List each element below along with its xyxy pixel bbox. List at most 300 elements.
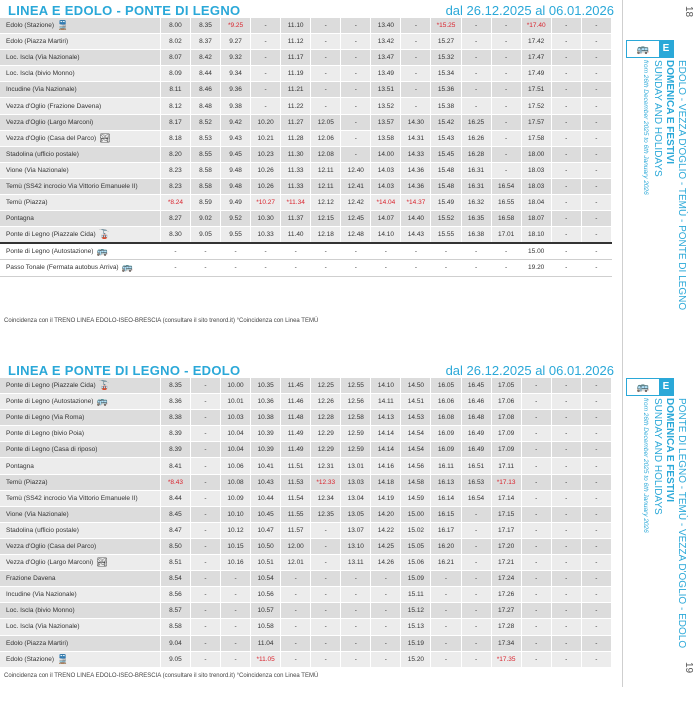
time-cell: *14.37 (401, 195, 431, 211)
line-letter: E (659, 379, 673, 395)
time-cell: - (491, 18, 521, 34)
time-cell: - (491, 50, 521, 66)
time-cell: 15.13 (401, 619, 431, 635)
time-cell: - (281, 260, 311, 276)
time-cell: 12.01 (281, 555, 311, 571)
time-cell: 15.19 (401, 635, 431, 651)
time-cell: - (341, 587, 371, 603)
time-cell: 14.50 (401, 378, 431, 394)
time-cell: 10.15 (221, 538, 251, 554)
time-cell: - (551, 538, 581, 554)
stop-label: Frazione Davena (6, 575, 56, 583)
time-cell: 8.42 (190, 50, 220, 66)
time-cell: - (190, 555, 220, 571)
time-cell: 17.14 (491, 490, 521, 506)
days-label: DOMENICA E FESTIVI (664, 398, 675, 503)
time-cell: 14.10 (371, 227, 401, 244)
time-cell: - (581, 651, 611, 667)
time-cell: - (341, 130, 371, 146)
time-cell: 14.00 (371, 146, 401, 162)
stop-label: Incudine (Via Nazionale) (6, 86, 77, 94)
table-row (0, 635, 612, 651)
time-cell: 13.52 (371, 98, 401, 114)
time-cell: - (551, 82, 581, 98)
time-cell: - (551, 603, 581, 619)
time-cell: 12.11 (311, 178, 341, 194)
time-cell: 15.52 (431, 211, 461, 227)
time-cell: 11.55 (281, 506, 311, 522)
time-cell: *11.05 (251, 651, 281, 667)
time-cell: - (401, 243, 431, 260)
time-cell: - (190, 635, 220, 651)
time-cell: 16.32 (461, 195, 491, 211)
time-cell: - (581, 619, 611, 635)
validity-label: from 26th December 2025 to 6th January 2026 (642, 398, 649, 533)
time-cell: 16.13 (431, 474, 461, 490)
section-dates: dal 26.12.2025 al 06.01.2026 (445, 363, 614, 378)
time-cell: - (371, 260, 401, 276)
stop-name (0, 506, 160, 522)
time-cell: - (461, 571, 491, 587)
time-cell: - (581, 227, 611, 244)
time-cell: 15.11 (401, 587, 431, 603)
table-row (0, 603, 612, 619)
stop-label: Temù (Piazza) (6, 478, 48, 486)
time-cell: 16.05 (431, 378, 461, 394)
stop-name (0, 243, 160, 260)
time-cell: - (491, 243, 521, 260)
validity-label: from 26th December 2025 to 6th January 2026 (642, 60, 649, 195)
time-cell: 14.07 (371, 211, 401, 227)
time-cell: 15.00 (401, 506, 431, 522)
stop-name (0, 18, 160, 34)
time-cell: - (521, 619, 551, 635)
time-cell: *15.25 (431, 18, 461, 34)
time-cell: 8.07 (160, 50, 190, 66)
time-cell: - (581, 587, 611, 603)
time-cell: 11.49 (281, 426, 311, 442)
time-cell: 8.45 (160, 506, 190, 522)
time-cell: - (521, 458, 551, 474)
stop-name (0, 178, 160, 194)
time-cell: 17.58 (521, 130, 551, 146)
time-cell: 16.11 (431, 458, 461, 474)
table-row (0, 211, 612, 227)
time-cell: 9.05 (160, 651, 190, 667)
time-cell: - (551, 635, 581, 651)
time-cell: - (581, 522, 611, 538)
time-cell: 18.10 (521, 227, 551, 244)
stop-label: Loc. Iscla (Via Nazionale) (6, 54, 80, 62)
time-cell: 9.32 (221, 50, 251, 66)
time-cell: 15.55 (431, 227, 461, 244)
time-cell: - (221, 603, 251, 619)
time-cell: - (581, 211, 611, 227)
time-cell: 9.38 (221, 98, 251, 114)
time-cell: - (581, 146, 611, 162)
time-cell: - (311, 66, 341, 82)
time-cell: - (581, 426, 611, 442)
time-cell: - (341, 34, 371, 50)
time-cell: - (341, 98, 371, 114)
time-cell: 8.38 (160, 410, 190, 426)
time-cell: 10.30 (251, 211, 281, 227)
time-cell: 16.28 (461, 146, 491, 162)
stop-label: Stadolina (ufficio postale) (6, 150, 79, 158)
time-cell: 9.43 (221, 130, 251, 146)
time-cell: - (581, 474, 611, 490)
time-cell: - (311, 522, 341, 538)
time-cell: 10.39 (251, 426, 281, 442)
time-cell: - (461, 34, 491, 50)
time-cell: 11.46 (281, 394, 311, 410)
time-cell: - (341, 651, 371, 667)
time-cell: - (251, 34, 281, 50)
stop-label: Ponte di Legno (Piazzale Cida) (6, 382, 96, 390)
table-row (0, 651, 612, 667)
stop-label: Ponte di Legno (bivio Poia) (6, 430, 85, 438)
time-cell: 15.00 (521, 243, 551, 260)
time-cell: 11.30 (281, 146, 311, 162)
time-cell: 11.53 (281, 474, 311, 490)
time-cell: - (371, 587, 401, 603)
time-cell: - (551, 130, 581, 146)
time-cell: 12.42 (341, 195, 371, 211)
time-cell: 12.28 (311, 410, 341, 426)
time-cell: 16.54 (491, 178, 521, 194)
table-row (0, 50, 612, 66)
time-cell: 10.50 (251, 538, 281, 554)
time-cell: - (401, 18, 431, 34)
time-cell: 8.52 (190, 114, 220, 130)
time-cell: 9.27 (221, 34, 251, 50)
time-cell: 14.54 (401, 442, 431, 458)
time-cell: 16.15 (431, 506, 461, 522)
time-cell: - (431, 603, 461, 619)
time-cell: 12.25 (311, 378, 341, 394)
time-cell: - (461, 522, 491, 538)
time-cell: - (281, 635, 311, 651)
time-cell: 8.59 (190, 195, 220, 211)
time-cell: - (551, 571, 581, 587)
time-cell: - (551, 490, 581, 506)
time-cell: 16.17 (431, 522, 461, 538)
footnote: Coincidenza con il TRENO LINEA EDOLO-ISEO-BRESCIA (consultare il sito trenord.it) °Coincidenza con Linea TEMÙ (4, 318, 319, 324)
time-cell: 17.27 (491, 603, 521, 619)
time-cell: 12.35 (311, 506, 341, 522)
time-cell: 12.55 (341, 378, 371, 394)
time-cell: 16.48 (461, 410, 491, 426)
time-cell: 15.06 (401, 555, 431, 571)
time-cell: 12.31 (311, 458, 341, 474)
stop-label: Edolo (Piazza Martiri) (6, 639, 69, 647)
time-cell: 9.05 (190, 227, 220, 244)
bus-icon: 🚌 (636, 43, 650, 55)
table-row (0, 130, 612, 146)
train-icon: 🚆 (57, 653, 69, 664)
time-cell: - (401, 34, 431, 50)
stop-name (0, 555, 160, 571)
time-cell: 14.13 (371, 410, 401, 426)
time-cell: 8.58 (160, 619, 190, 635)
time-cell: 15.38 (431, 98, 461, 114)
time-cell: 16.06 (431, 394, 461, 410)
time-cell: 8.30 (160, 227, 190, 244)
table-row (0, 442, 612, 458)
bus-icon: 🚌 (96, 396, 108, 407)
stop-label: Ponte di Legno (Casa di riposo) (6, 446, 98, 454)
time-cell: 8.09 (160, 66, 190, 82)
time-cell: - (251, 260, 281, 276)
time-cell: - (341, 603, 371, 619)
time-cell: 16.14 (431, 490, 461, 506)
time-cell: - (190, 506, 220, 522)
time-cell: - (521, 442, 551, 458)
time-cell: *17.13 (491, 474, 521, 490)
stop-label: Vezza d'Oglio (Largo Marconi) (6, 118, 94, 126)
time-cell: - (341, 146, 371, 162)
time-cell: 17.20 (491, 538, 521, 554)
time-cell: - (581, 114, 611, 130)
time-cell: 8.17 (160, 114, 190, 130)
line-badge (626, 378, 674, 396)
time-cell: 8.44 (190, 66, 220, 82)
stop-label: Edolo (Piazza Martiri) (6, 38, 69, 46)
stop-name (0, 651, 160, 667)
time-cell: 8.48 (190, 98, 220, 114)
time-cell: - (190, 426, 220, 442)
section-header (0, 360, 620, 378)
time-cell: 15.32 (431, 50, 461, 66)
time-cell: 11.17 (281, 50, 311, 66)
time-cell: - (581, 130, 611, 146)
time-cell: 13.03 (341, 474, 371, 490)
time-cell: 8.20 (160, 146, 190, 162)
time-cell: - (281, 571, 311, 587)
time-cell: 17.08 (491, 410, 521, 426)
stop-label: Loc. Iscla (Via Nazionale) (6, 623, 80, 631)
time-cell: 12.06 (311, 130, 341, 146)
time-cell: - (491, 82, 521, 98)
time-cell: 13.51 (371, 82, 401, 98)
time-cell: 14.10 (371, 378, 401, 394)
time-cell: - (190, 538, 220, 554)
time-cell: 8.00 (160, 18, 190, 34)
time-cell: 10.56 (251, 587, 281, 603)
time-cell: 15.02 (401, 522, 431, 538)
time-cell: 8.23 (160, 162, 190, 178)
time-cell: 14.20 (371, 506, 401, 522)
time-cell: 12.40 (341, 162, 371, 178)
time-cell: - (551, 195, 581, 211)
time-cell: - (341, 66, 371, 82)
time-cell: - (581, 34, 611, 50)
page-number: 18 (682, 5, 694, 18)
time-cell: 9.02 (190, 211, 220, 227)
time-cell: - (551, 50, 581, 66)
time-cell: - (311, 538, 341, 554)
time-cell: - (160, 260, 190, 276)
time-cell: 14.43 (401, 227, 431, 244)
time-cell: - (371, 619, 401, 635)
time-cell: 17.57 (521, 114, 551, 130)
time-cell: - (491, 130, 521, 146)
time-cell: - (221, 619, 251, 635)
stop-name (0, 619, 160, 635)
time-cell: 8.35 (190, 18, 220, 34)
time-cell: 9.48 (221, 162, 251, 178)
time-cell: 12.29 (311, 442, 341, 458)
time-cell: 15.05 (401, 538, 431, 554)
time-cell: 8.46 (190, 82, 220, 98)
time-cell: - (221, 635, 251, 651)
time-cell: - (190, 458, 220, 474)
time-cell: 15.27 (431, 34, 461, 50)
route-label: PONTE DI LEGNO - TEMÙ - VEZZA D'OGLIO - EDOLO (676, 398, 687, 649)
time-cell: - (491, 66, 521, 82)
time-cell: - (431, 587, 461, 603)
time-cell: 10.54 (251, 571, 281, 587)
time-cell: - (491, 114, 521, 130)
stop-name (0, 378, 160, 394)
time-cell: 10.26 (251, 178, 281, 194)
time-cell: 12.08 (311, 146, 341, 162)
time-cell: - (431, 571, 461, 587)
stop-name (0, 162, 160, 178)
time-cell: - (521, 635, 551, 651)
stop-name (0, 587, 160, 603)
time-cell: - (371, 603, 401, 619)
time-cell: - (251, 50, 281, 66)
time-cell: 13.05 (341, 506, 371, 522)
stop-label: Ponte di Legno (Piazzale Cida) (6, 231, 96, 239)
time-cell: 13.57 (371, 114, 401, 130)
time-cell: 15.36 (431, 82, 461, 98)
time-cell: 13.49 (371, 66, 401, 82)
time-cell: - (371, 651, 401, 667)
train-icon: 🚆 (57, 20, 69, 31)
section-title: LINEA E EDOLO - PONTE DI LEGNO (8, 3, 241, 18)
table-row (0, 587, 612, 603)
time-cell: 15.48 (431, 162, 461, 178)
time-cell: - (221, 651, 251, 667)
time-cell: 8.55 (190, 146, 220, 162)
time-cell: - (581, 410, 611, 426)
bus-icon: 🚌 (96, 246, 108, 257)
time-cell: 17.51 (521, 82, 551, 98)
stop-name (0, 146, 160, 162)
time-cell: 12.41 (341, 178, 371, 194)
time-cell: 12.11 (311, 162, 341, 178)
stop-label: Incudine (Via Nazionale) (6, 591, 77, 599)
time-cell: 11.21 (281, 82, 311, 98)
time-cell: 16.08 (431, 410, 461, 426)
time-cell: - (551, 442, 581, 458)
stop-name (0, 195, 160, 211)
time-cell: - (221, 243, 251, 260)
time-cell: 8.23 (160, 178, 190, 194)
time-cell: 15.42 (431, 114, 461, 130)
time-cell: 11.04 (251, 635, 281, 651)
table-row (0, 426, 612, 442)
time-cell: *17.40 (521, 18, 551, 34)
time-cell: - (551, 378, 581, 394)
time-cell: - (311, 571, 341, 587)
time-cell: - (581, 243, 611, 260)
stop-name (0, 227, 160, 244)
time-cell: 10.03 (221, 410, 251, 426)
time-cell: *17.35 (491, 651, 521, 667)
time-cell: 12.12 (311, 195, 341, 211)
stop-label: Vezza d'Oglio (Casa del Parco) (6, 542, 97, 550)
time-cell: - (190, 587, 220, 603)
time-cell: 14.58 (401, 474, 431, 490)
time-cell: - (461, 635, 491, 651)
time-cell: 17.09 (491, 426, 521, 442)
time-cell: 16.26 (461, 130, 491, 146)
time-cell: - (581, 162, 611, 178)
time-cell: - (221, 260, 251, 276)
time-cell: 12.26 (311, 394, 341, 410)
time-cell: - (401, 98, 431, 114)
time-cell: 11.54 (281, 490, 311, 506)
time-cell: - (461, 555, 491, 571)
time-cell: 15.20 (401, 651, 431, 667)
time-cell: 16.53 (461, 474, 491, 490)
time-cell: 9.04 (160, 635, 190, 651)
time-cell: - (311, 635, 341, 651)
time-cell: - (401, 260, 431, 276)
time-cell: 14.31 (401, 130, 431, 146)
time-cell: 14.40 (401, 211, 431, 227)
stop-label: Ponte di Legno (Autostazione) (6, 248, 94, 256)
time-cell: *11.34 (281, 195, 311, 211)
time-cell: 15.48 (431, 178, 461, 194)
time-cell: - (521, 571, 551, 587)
time-cell: 8.27 (160, 211, 190, 227)
stop-name (0, 114, 160, 130)
time-cell: - (551, 474, 581, 490)
time-cell: 16.09 (431, 426, 461, 442)
time-cell: 12.18 (311, 227, 341, 244)
time-cell: - (491, 162, 521, 178)
stop-label: Temù (SS42 incrocio Via Vittorio Emanuele II) (6, 182, 138, 190)
time-cell: 10.39 (251, 442, 281, 458)
time-cell: - (311, 50, 341, 66)
time-cell: 19.20 (521, 260, 551, 276)
time-cell: 8.50 (160, 538, 190, 554)
time-cell: - (551, 114, 581, 130)
days-label: DOMENICA E FESTIVI (664, 60, 675, 165)
time-cell: - (401, 50, 431, 66)
timetable (0, 18, 612, 277)
time-cell: - (551, 98, 581, 114)
time-cell: 10.23 (251, 146, 281, 162)
stop-name (0, 603, 160, 619)
time-cell: - (311, 243, 341, 260)
time-cell: 17.11 (491, 458, 521, 474)
time-cell: - (190, 378, 220, 394)
stop-name (0, 34, 160, 50)
time-cell: 10.35 (251, 378, 281, 394)
table-row (0, 227, 612, 244)
time-cell: 8.39 (160, 442, 190, 458)
time-cell: - (461, 50, 491, 66)
time-cell: - (581, 603, 611, 619)
time-cell: - (521, 506, 551, 522)
time-cell: 8.39 (160, 426, 190, 442)
time-cell: 16.35 (461, 211, 491, 227)
